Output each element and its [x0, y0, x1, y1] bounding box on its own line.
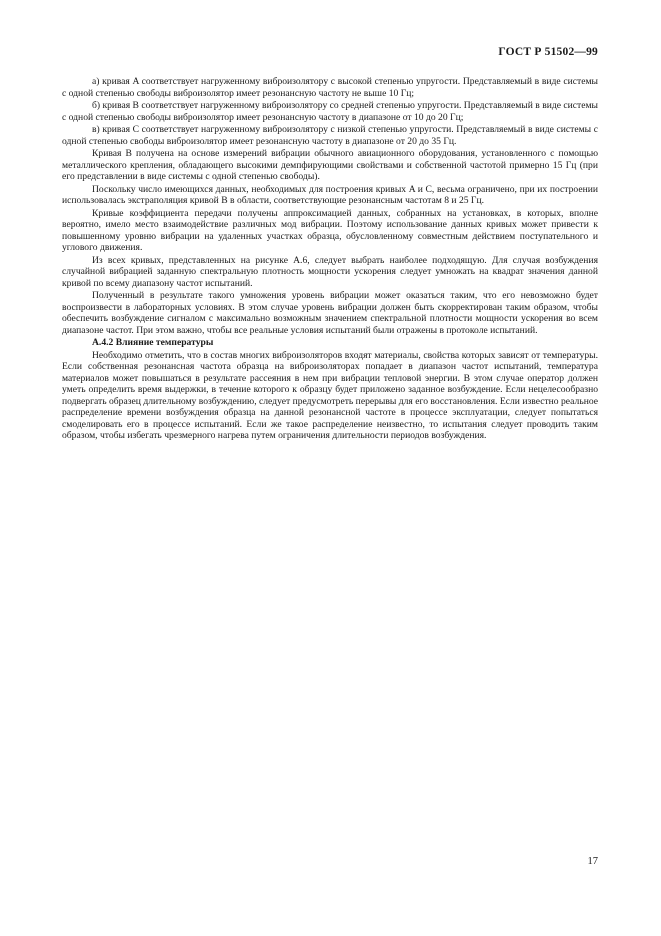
- section-heading: А.4.2 Влияние температуры: [92, 337, 214, 348]
- paragraph-temperature: Необходимо отметить, что в состав многих виброизоляторов входят материалы, свойства которых зависят от температуры. Если собственная резонансная частота образца на виброизоляторах попадает в диапазон частот испытаний, температура материалов может повышаться в результате рассеяния в нем при вибрации тепловой энергии. В этом случае оператор должен уметь определить время выдержки, в течение которого к образцу будет приложено заданное возбуждение. Если нецелесообразно подвергать образец длительному возбуждению, следует предусмотреть перерывы для его восстановления. Если известно реальное распределение времени возбуждения образца на данной резонансной частоте в процессе эксплуатации, следует попытаться смоделировать его в процессе испытаний. Если же такое распределение неизвестно, то испытания следует проводить таким образом, чтобы избегать чрезмерного нагрева путем ограничения длительности периодов возбуждения.: [62, 349, 598, 441]
- paragraph-curve-c: в) кривая C соответствует нагруженному виброизолятору с низкой степенью упругости. Представляемый в виде системы с одной степенью свободы виброизолятор имеет резонансную частоту в диапазоне от 20 до 35 Гц.: [62, 124, 598, 147]
- paragraph-vibration-level: Полученный в результате такого умножения уровень вибрации может оказаться таким, что его невозможно будет воспроизвести в лабораторных условиях. В этом случае уровень вибрации должен быть скорректирован таким образом, чтобы обеспечить возбуждение сигналом с максимально возможным значением спектральной плотности мощности ускорения во всем диапазоне частот. При этом важно, чтобы все реальные условия испытаний были отражены в протоколе испытаний.: [62, 290, 598, 336]
- paragraph-transfer-coefficient: Кривые коэффициента передачи получены аппроксимацией данных, собранных на установках, в которых, вполне вероятно, имело место взаимодействие различных мод вибрации. Поэтому использование данных кривых может привести к повышенному уровню вибрации на удаленных участках образца, обусловленному совместным действием поступательного и углового движения.: [62, 207, 598, 253]
- paragraph-curve-a: а) кривая A соответствует нагруженному виброизолятору с высокой степенью упругости. Представляемый в виде системы с одной степенью свободы виброизолятор имеет резонансную частоту не выше 10 Гц;: [62, 76, 598, 99]
- page-number: 17: [587, 856, 598, 867]
- paragraph-curve-b-origin: Кривая B получена на основе измерений вибрации обычного авиационного оборудования, установленного с помощью металлического крепления, обладающего высокими демпфирующими свойствами и собственной частотой примерно 15 Гц (при его представлении в виде системы с одной степенью свободы).: [62, 148, 598, 182]
- paragraph-curve-b: б) кривая B соответствует нагруженному виброизолятору со средней степенью упругости. Представляемый в виде системы с одной степенью свободы виброизолятор имеет резонансную частоту в диапазоне от 10 до 20 Гц;: [62, 100, 599, 123]
- page-body: [62, 76, 598, 443]
- paragraph-extrapolation: Поскольку число имеющихся данных, необходимых для построения кривых A и C, весьма ограничено, при их построении использовалась экстраполяция кривой B в области, соответствующие резонансным частотам 8 и 25 Гц.: [62, 183, 598, 206]
- paragraph-curve-selection: Из всех кривых, представленных на рисунке А.6, следует выбрать наиболее подходящую. Для случая возбуждения случайной вибрацией заданную спектральную плотность мощности ускорения следует умножать на квадрат значения данной кривой по всему диапазону частот испытаний.: [62, 254, 598, 289]
- document-code: ГОСТ Р 51502—99: [498, 46, 598, 58]
